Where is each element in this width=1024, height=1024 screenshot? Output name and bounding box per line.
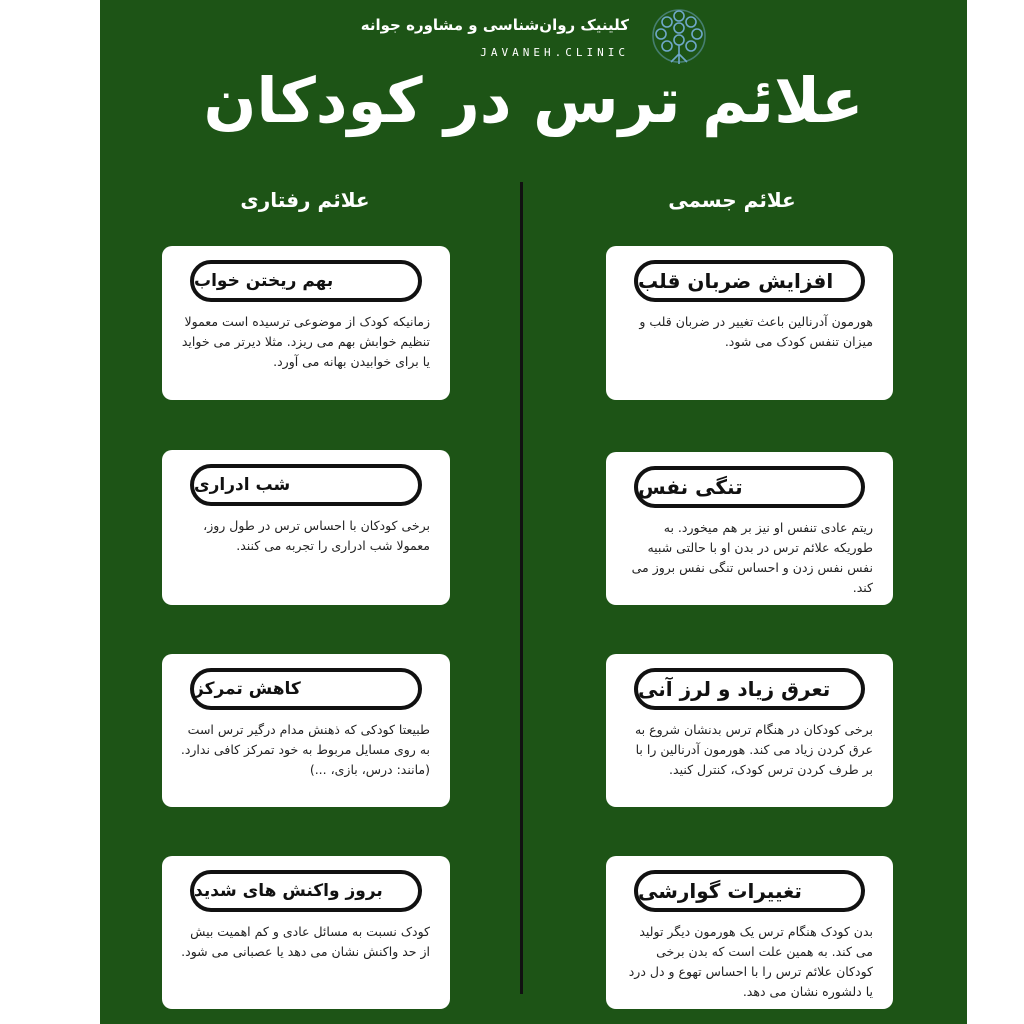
- column-divider: [520, 182, 523, 994]
- behavioral-card-reactions: [162, 856, 450, 1009]
- card-text: برخی کودکان در هنگام ترس بدنشان شروع به عرق کردن زیاد می کند. هورمون آدرنالین را با بر طرف کردن ترس کودک، کنترل کنید.: [634, 722, 873, 777]
- behavioral-card-sleep: [162, 246, 450, 400]
- card-text: زمانیکه کودک از موضوعی ترسیده است معمولا تنظیم خوابش بهم می ریزد. مثلا دیرتر می خواید یا برای خوابیدن بهانه می آورد.: [181, 314, 430, 369]
- card-title: تعرق زیاد و لرز آنی: [634, 668, 865, 710]
- card-title: شب ادراری: [190, 464, 422, 506]
- card-title: کاهش تمرکز: [190, 668, 422, 710]
- clinic-name: کلینیک روان‌شناسی و مشاوره جوانه: [360, 16, 629, 34]
- physical-card-breathing: [606, 452, 893, 605]
- clinic-brand: [360, 6, 665, 72]
- card-title: تنگی نفس: [634, 466, 865, 508]
- card-title: بهم ریختن خواب: [190, 260, 422, 302]
- page-title: علائم ترس در کودکان: [203, 64, 864, 137]
- behavioral-column-heading: علائم رفتاری: [240, 188, 370, 212]
- card-text: کودک نسبت به مسائل عادی و کم اهمیت بیش از حد واکنش نشان می دهد یا عصبانی می شود.: [181, 924, 430, 959]
- card-title: بروز واکنش های شدید: [190, 870, 422, 912]
- card-title: افزایش ضربان قلب: [634, 260, 865, 302]
- card-text: برخی کودکان با احساس ترس در طول روز، معمولا شب ادراری را تجربه می کنند.: [203, 518, 430, 553]
- physical-card-sweating: [606, 654, 893, 807]
- physical-card-digestive: [606, 856, 893, 1009]
- card-text: طبیعتا کودکی که ذهنش مدام درگیر ترس است به روی مسایل مربوط به خود تمرکز کافی ندارد. (مانند: درس، بازی، ...): [180, 722, 430, 777]
- physical-card-heart-rate: [606, 246, 893, 400]
- card-text: هورمون آدرنالین باعث تغییر در ضربان قلب و میزان تنفس کودک می شود.: [639, 314, 873, 349]
- physical-column-heading: علائم جسمی: [668, 188, 796, 212]
- card-title: تغییرات گوارشی: [634, 870, 865, 912]
- card-text: بدن کودک هنگام ترس یک هورمون دیگر تولید می کند. به همین علت است که بدن برخی کودکان علائم ترس را با احساس تهوع و دل درد یا دلشوره نشان می دهد.: [628, 924, 873, 999]
- behavioral-card-bedwetting: [162, 450, 450, 605]
- clinic-url: JAVANEH.CLINIC: [480, 46, 629, 59]
- behavioral-card-focus: [162, 654, 450, 807]
- card-text: ریتم عادی تنفس او نیز بر هم میخورد. به طوریکه علائم ترس در بدن او با حالتی شبیه نفس نفس زدن و احساس تنگی نفس بروز می کند.: [631, 520, 873, 595]
